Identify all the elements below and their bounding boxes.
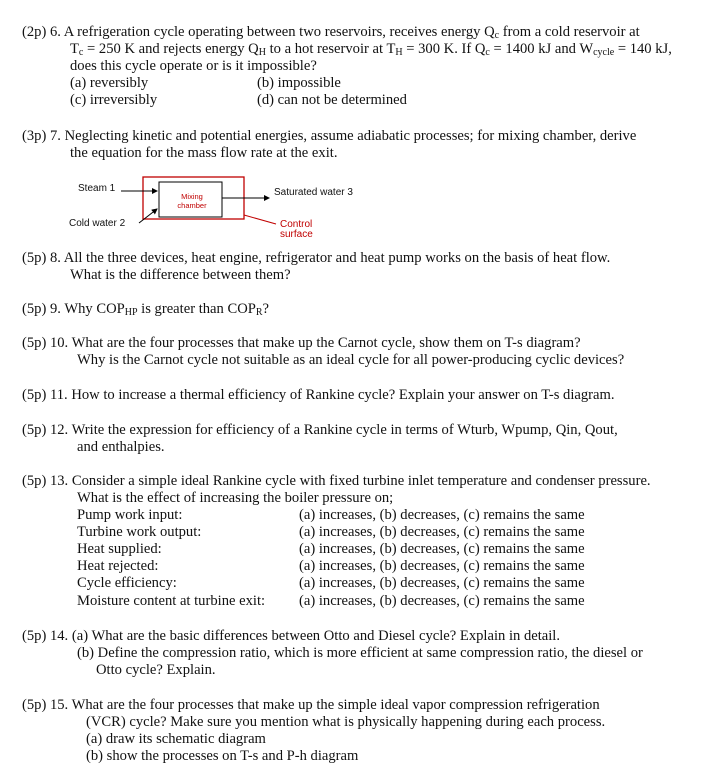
control-surface-label-1: Control bbox=[280, 219, 313, 230]
cold-water-label: Cold water 2 bbox=[69, 218, 126, 229]
q14-line-1: (5p) 14. (a) What are the basic differences between Otto and Diesel cycle? Explain in detail. bbox=[22, 628, 561, 644]
q8-line-2: What is the difference between them? bbox=[70, 267, 291, 283]
q13-line-1: (5p) 13. Consider a simple ideal Rankine cycle with fixed turbine inlet temperature and condenser pressure. bbox=[22, 473, 651, 489]
q8-number: (5p) 8. bbox=[22, 250, 61, 266]
q11-line-1: (5p) 11. How to increase a thermal efficiency of Rankine cycle? Explain your answer on T-s diagram. bbox=[22, 387, 615, 403]
q13-row-label: Turbine work output: bbox=[77, 524, 202, 540]
q15-line-4: (b) show the processes on T-s and P-h diagram bbox=[86, 748, 359, 764]
q13-row-options: (a) increases, (b) decreases, (c) remains the same bbox=[299, 524, 585, 540]
q15-number: (5p) 15. bbox=[22, 697, 69, 713]
q14-line-2: (b) Define the compression ratio, which is more efficient at same compression ratio, the diesel or bbox=[77, 645, 643, 661]
mixing-chamber-label: Mixing chamber bbox=[177, 192, 207, 210]
q11-number: (5p) 11. bbox=[22, 387, 68, 403]
q6-number: (2p) 6. bbox=[22, 24, 61, 40]
q13-row-options: (a) increases, (b) decreases, (c) remains the same bbox=[299, 558, 585, 574]
cold-water-inlet-arrow bbox=[139, 209, 157, 223]
q13-row-label: Moisture content at turbine exit: bbox=[77, 593, 266, 609]
q13-line-2: What is the effect of increasing the boiler pressure on; bbox=[77, 490, 394, 506]
q12-line-2: and enthalpies. bbox=[77, 439, 165, 455]
q7-line-1: (3p) 7. Neglecting kinetic and potential energies, assume adiabatic processes; for mixing chamber, derive bbox=[22, 128, 637, 144]
q6-option-a: (a) reversibly bbox=[70, 75, 149, 91]
q13-row-label: Heat supplied: bbox=[77, 541, 162, 557]
control-surface-pointer bbox=[244, 215, 276, 224]
q10-line-2: Why is the Carnot cycle not suitable as an ideal cycle for all power-producing cyclic devices? bbox=[77, 352, 625, 368]
q9-line-1: (5p) 9. Why $COP_{HP}$ is greater than $COP_R$? bbox=[22, 301, 270, 318]
control-surface-box bbox=[143, 177, 244, 219]
q6-option-b: (b) impossible bbox=[257, 75, 341, 91]
q7-number: (3p) 7. bbox=[22, 128, 61, 144]
q7-line-2: the equation for the mass flow rate at the exit. bbox=[70, 145, 338, 161]
control-surface-label-2: surface bbox=[280, 229, 313, 240]
q15-line-1: (5p) 15. What are the four processes that make up the simple ideal vapor compression refrigeration bbox=[22, 697, 600, 713]
q13-row-label: Pump work input: bbox=[77, 507, 183, 523]
q6-line-2: $T_c = 250$ K and rejects energy $Q_H$ to a hot reservoir at $T_H = 300$ K. If $Q_c = 1400$ kJ and $W_{cycle} = 140$ kJ, bbox=[70, 41, 672, 58]
mixing-chamber-box bbox=[159, 182, 222, 217]
q6-option-d: (d) can not be determined bbox=[257, 92, 407, 108]
steam-label: Steam 1 bbox=[78, 183, 116, 194]
q13-row-options: (a) increases, (b) decreases, (c) remains the same bbox=[299, 593, 585, 609]
saturated-water-label: Saturated water 3 bbox=[274, 187, 353, 198]
q10-number: (5p) 10. bbox=[22, 335, 69, 351]
q13-row-label: Cycle efficiency: bbox=[77, 575, 177, 591]
q13-row-label: Heat rejected: bbox=[77, 558, 159, 574]
q6-line-3: does this cycle operate or is it impossible? bbox=[70, 58, 317, 74]
q8-line-1: (5p) 8. All the three devices, heat engine, refrigerator and heat pump works on the basis of heat flow. bbox=[22, 250, 611, 266]
q12-number: (5p) 12. bbox=[22, 422, 69, 438]
q13-row-options: (a) increases, (b) decreases, (c) remains the same bbox=[299, 507, 585, 523]
q15-line-2: (VCR) cycle? Make sure you mention what is physically happening during each process. bbox=[86, 714, 606, 730]
q14-line-3: Otto cycle? Explain. bbox=[96, 662, 216, 678]
q13-number: (5p) 13. bbox=[22, 473, 69, 489]
q10-line-1: (5p) 10. What are the four processes that make up the Carnot cycle, show them on T-s diagram? bbox=[22, 335, 581, 351]
q6-option-c: (c) irreversibly bbox=[70, 92, 158, 108]
q9-number: (5p) 9. bbox=[22, 301, 61, 317]
q6-line-1: (2p) 6. A refrigeration cycle operating between two reservoirs, receives energy $Q_c$ from a cold reservoir at bbox=[22, 24, 640, 41]
q15-line-3: (a) draw its schematic diagram bbox=[86, 731, 266, 747]
q14-number: (5p) 14. bbox=[22, 628, 69, 644]
q13-row-options: (a) increases, (b) decreases, (c) remains the same bbox=[299, 541, 585, 557]
q12-line-1: (5p) 12. Write the expression for efficiency of a Rankine cycle in terms of Wturb, Wpump, Qin, Qout, bbox=[22, 422, 618, 438]
q13-row-options: (a) increases, (b) decreases, (c) remains the same bbox=[299, 575, 585, 591]
